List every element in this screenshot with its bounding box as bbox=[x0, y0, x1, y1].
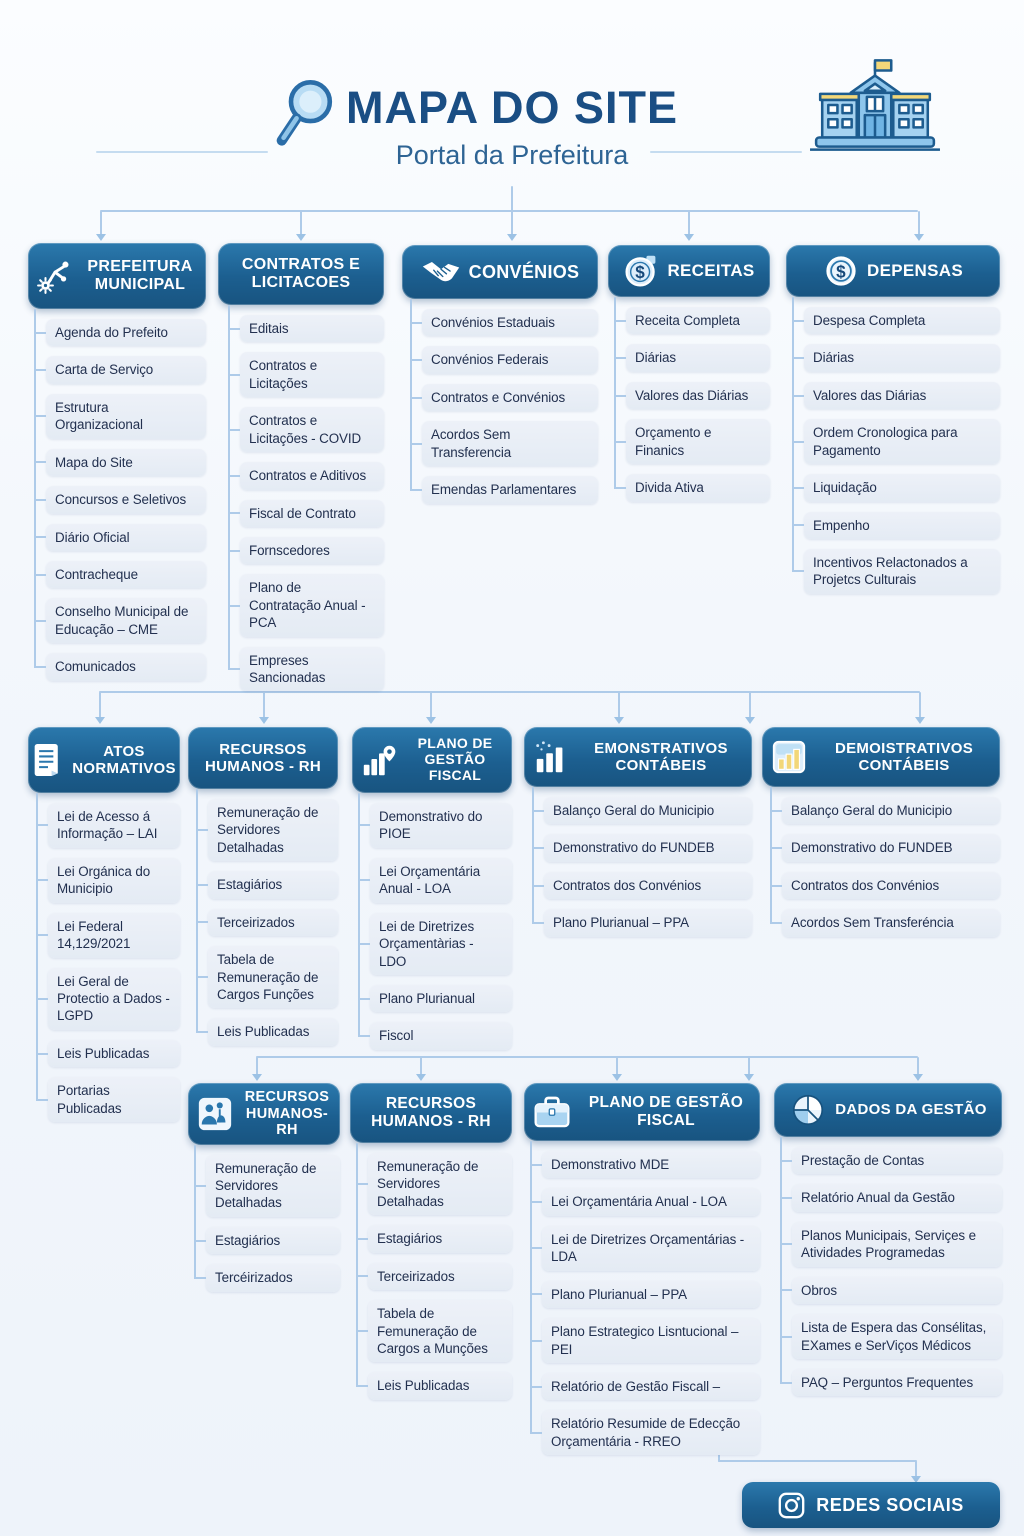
section-plano-gestao-fiscal-1 bbox=[352, 727, 512, 1060]
sitemap-link[interactable]: Terceirizados bbox=[208, 909, 338, 936]
connector-line bbox=[511, 186, 513, 212]
section-header-prefeitura-municipal[interactable] bbox=[28, 243, 206, 309]
sitemap-link[interactable]: Carta de Serviço bbox=[46, 356, 206, 383]
section-header-recursos-humanos-rh-2[interactable] bbox=[188, 1083, 340, 1145]
tree-spine bbox=[356, 1143, 358, 1386]
sitemap-link[interactable]: Estagiários bbox=[368, 1225, 512, 1252]
section-title: PREFEITURA MUNICIPAL bbox=[87, 257, 193, 293]
connector-arrow bbox=[300, 211, 302, 235]
dollar-circle-icon bbox=[823, 253, 859, 289]
sitemap-link[interactable]: Liquidação bbox=[804, 474, 1000, 501]
section-title: RECURSOS HUMANOS-RH bbox=[244, 1089, 330, 1139]
tree-spine bbox=[530, 1141, 532, 1433]
sitemap-link[interactable]: Lei Federal 14,129/2021 bbox=[48, 913, 180, 958]
sitemap-link[interactable]: Balanço Geral do Municipio bbox=[544, 797, 752, 824]
connector-arrow bbox=[919, 692, 921, 718]
sitemap-link[interactable]: Ordem Cronologica para Pagamento bbox=[804, 419, 1000, 464]
sitemap-link[interactable]: PAQ – Perguntos Frequentes bbox=[792, 1369, 1002, 1396]
sitemap-link[interactable]: Lei de Diretrizes Orçamentàrias - LDO bbox=[370, 913, 512, 975]
sitemap-link[interactable]: Tabela de Remuneração de Cargos Funções bbox=[208, 946, 338, 1008]
section-atos-normativos bbox=[28, 727, 180, 1132]
redes-sociais-label: REDES SOCIAIS bbox=[816, 1494, 964, 1515]
tree-spine bbox=[532, 787, 534, 923]
section-contratos-licitacoes bbox=[218, 243, 384, 701]
sitemap-link[interactable]: Fornscedores bbox=[240, 537, 384, 564]
divider-left bbox=[96, 151, 268, 153]
sitemap-link[interactable]: Mapa do Site bbox=[46, 449, 206, 476]
sitemap-link[interactable]: Leis Publicadas bbox=[208, 1018, 338, 1045]
sitemap-link[interactable]: Contratos e Licitações - COVID bbox=[240, 407, 384, 452]
sitemap-link[interactable]: Incentivos Relactonados a Projetcs Culturais bbox=[804, 549, 1000, 594]
sitemap-link[interactable]: Lei Orçamentária Anual - LOA bbox=[542, 1188, 760, 1215]
tree-spine bbox=[780, 1137, 782, 1383]
connector-arrow bbox=[915, 1461, 917, 1477]
connector-arrow bbox=[100, 211, 102, 235]
chart-pin-icon bbox=[360, 741, 398, 779]
redes-sociais-button[interactable] bbox=[742, 1482, 1000, 1528]
connector-arrow bbox=[917, 1057, 919, 1075]
tree-spine bbox=[228, 305, 230, 670]
briefcase-icon bbox=[532, 1095, 572, 1130]
sitemap-link[interactable]: Lei Orçamentária Anual - LOA bbox=[370, 858, 512, 903]
section-title: DEMOISTRATIVOS CONTÁBEIS bbox=[834, 739, 974, 774]
section-header-demoistrativos-contabeis[interactable] bbox=[762, 727, 1000, 787]
section-header-emonstrativos-contabeis[interactable] bbox=[524, 727, 752, 787]
sitemap-link[interactable]: Plano Plurianual – PPA bbox=[542, 1281, 760, 1308]
sitemap-link[interactable]: Tercéirizados bbox=[206, 1264, 340, 1291]
sitemap-link[interactable]: Leis Publicadas bbox=[368, 1372, 512, 1399]
sitemap-link[interactable]: Concursos e Seletivos bbox=[46, 486, 206, 513]
tree-spine bbox=[614, 297, 616, 488]
section-convenios bbox=[402, 245, 598, 514]
sitemap-link[interactable]: Contratos dos Convénios bbox=[782, 872, 1000, 899]
section-header-contratos-licitacoes[interactable] bbox=[218, 243, 384, 305]
framed-chart-icon bbox=[770, 738, 808, 776]
sitemap-link[interactable]: Convénios Federais bbox=[422, 346, 598, 373]
sitemap-link[interactable]: Demonstrativo MDE bbox=[542, 1151, 760, 1178]
tree-spine bbox=[194, 1145, 196, 1279]
sitemap-link[interactable]: Emendas Parlamentares bbox=[422, 476, 598, 503]
sitemap-link[interactable]: Balanço Geral do Municipio bbox=[782, 797, 1000, 824]
sitemap-link[interactable]: Plano Estrategico Lisntucional – PEI bbox=[542, 1318, 760, 1363]
sitemap-link[interactable]: Lei Orgánica do Municipio bbox=[48, 858, 180, 903]
sitemap-link[interactable]: Lei Geral de Protectio a Dados - LGPD bbox=[48, 968, 180, 1030]
city-hall-icon bbox=[808, 56, 942, 159]
handshake-icon bbox=[421, 258, 461, 286]
sitemap-link[interactable]: Contratos dos Convénios bbox=[544, 872, 752, 899]
sitemap-link[interactable]: Estrutura Organizacional bbox=[46, 394, 206, 439]
section-title: PLANO DE GESTÃO FISCAL bbox=[417, 735, 493, 783]
sitemap-link[interactable]: Plano Plurianual bbox=[370, 985, 512, 1012]
connector-arrow bbox=[616, 1057, 618, 1075]
section-title: DADOS DA GESTÃO bbox=[835, 1101, 987, 1119]
sitemap-link[interactable]: Agenda do Prefeito bbox=[46, 319, 206, 346]
section-title: RECURSOS HUMANOS - RH bbox=[371, 1095, 491, 1130]
section-header-receitas[interactable] bbox=[608, 245, 770, 297]
sitemap-link[interactable]: Empenho bbox=[804, 512, 1000, 539]
people-icon bbox=[196, 1095, 234, 1133]
sitemap-link[interactable]: Valores das Diárias bbox=[626, 382, 770, 409]
sitemap-link[interactable]: Valores das Diárias bbox=[804, 382, 1000, 409]
sitemap-link[interactable]: Contratos e Licitações bbox=[240, 352, 384, 397]
sitemap-link[interactable]: Demonstrativo do PIOE bbox=[370, 803, 512, 848]
section-prefeitura-municipal bbox=[28, 243, 206, 691]
sitemap-link[interactable]: Contratos e Convénios bbox=[422, 384, 598, 411]
page-title: MAPA DO SITE bbox=[345, 82, 678, 133]
sitemap-link[interactable]: Plano de Contratação Anual - PCA bbox=[240, 574, 384, 636]
sitemap-link[interactable]: Tabela de Femuneração de Cargos a Munções bbox=[368, 1300, 512, 1362]
section-title: RECURSOS HUMANOS - RH bbox=[204, 740, 322, 775]
instagram-icon bbox=[778, 1492, 805, 1519]
tree-spine bbox=[410, 299, 412, 490]
sitemap-link[interactable]: Relatório Anual da Gestão bbox=[792, 1184, 1002, 1211]
sitemap-link[interactable]: Demonstrativo do FUNDEB bbox=[782, 834, 1000, 861]
connector-arrow bbox=[256, 1057, 258, 1075]
sitemap-link[interactable]: Plano Plurianual – PPA bbox=[544, 909, 752, 936]
sitemap-link[interactable]: Empreses Sancionadas bbox=[240, 647, 384, 692]
sitemap-link[interactable]: Conselho Municipal de Educação – CME bbox=[46, 598, 206, 643]
tree-spine bbox=[196, 789, 198, 1032]
section-title: RECEITAS bbox=[667, 261, 755, 281]
sitemap-link[interactable]: Estagiários bbox=[208, 871, 338, 898]
section-plano-gestao-fiscal-2 bbox=[524, 1083, 760, 1465]
sitemap-link[interactable]: Estagiários bbox=[206, 1227, 340, 1254]
sitemap-link[interactable]: Receita Completa bbox=[626, 307, 770, 334]
connector-arrow bbox=[688, 211, 690, 235]
sitemap-link[interactable]: Contratos e Aditivos bbox=[240, 462, 384, 489]
sitemap-link[interactable]: Orçamento e Finanics bbox=[626, 419, 770, 464]
sitemap-link[interactable]: Prestação de Contas bbox=[792, 1147, 1002, 1174]
section-demoistrativos-contabeis bbox=[762, 727, 1000, 947]
section-dados-da-gestao bbox=[774, 1083, 1002, 1406]
section-title: CONVÉNIOS bbox=[468, 261, 580, 282]
money-coin-icon bbox=[623, 253, 659, 289]
section-header-depensas[interactable] bbox=[786, 245, 1000, 297]
svg-text:$: $ bbox=[836, 262, 846, 282]
divider-right bbox=[650, 151, 802, 153]
tree-spine bbox=[34, 309, 36, 667]
section-header-plano-gestao-fiscal-2[interactable] bbox=[524, 1083, 760, 1141]
svg-text:$: $ bbox=[635, 263, 646, 283]
sitemap-link[interactable]: Terceirizados bbox=[368, 1263, 512, 1290]
sitemap-link[interactable]: Despesa Completa bbox=[804, 307, 1000, 334]
sitemap-link[interactable]: Lei de Diretrizes Orçamentárias - LDA bbox=[542, 1226, 760, 1271]
connector-arrow bbox=[99, 692, 101, 718]
connector-arrow bbox=[749, 692, 751, 718]
connector-arrow bbox=[618, 692, 620, 718]
gear-network-icon bbox=[36, 257, 74, 295]
bar-chart-icon bbox=[532, 738, 570, 776]
connector-arrow bbox=[511, 211, 513, 235]
section-header-convenios[interactable] bbox=[402, 245, 598, 299]
sitemap-link[interactable]: Fiscol bbox=[370, 1022, 512, 1049]
sitemap-link[interactable]: Divida Ativa bbox=[626, 474, 770, 501]
section-header-dados-da-gestao[interactable] bbox=[774, 1083, 1002, 1137]
tree-spine bbox=[792, 297, 794, 572]
sitemap-link[interactable]: Lei de Acesso á Informação – LAI bbox=[48, 803, 180, 848]
sitemap-link[interactable]: Fiscal de Contrato bbox=[240, 500, 384, 527]
connector-arrow bbox=[430, 692, 432, 718]
connector-arrow bbox=[748, 1057, 750, 1075]
section-title: EMONSTRATIVOS CONTÁBEIS bbox=[594, 739, 728, 774]
sitemap-link[interactable]: Obros bbox=[792, 1277, 1002, 1304]
sitemap-link[interactable]: Diárias bbox=[804, 344, 1000, 371]
sitemap-link[interactable]: Portarias Publicadas bbox=[48, 1077, 180, 1122]
section-title: DEPENSAS bbox=[867, 261, 963, 281]
section-title: PLANO DE GESTÃO FISCAL bbox=[588, 1094, 744, 1129]
section-recursos-humanos-rh-1 bbox=[188, 727, 338, 1056]
section-header-recursos-humanos-rh-1[interactable] bbox=[188, 727, 338, 789]
sitemap-link[interactable]: Remuneração de Servidores Detalhadas bbox=[368, 1153, 512, 1215]
section-header-recursos-humanos-rh-3[interactable] bbox=[350, 1083, 512, 1143]
sitemap-link[interactable]: Diárias bbox=[626, 344, 770, 371]
sitemap-link[interactable]: Diário Oficial bbox=[46, 524, 206, 551]
sitemap-link[interactable]: Editais bbox=[240, 315, 384, 342]
section-depensas bbox=[786, 245, 1000, 604]
connector-line bbox=[100, 210, 918, 212]
connector-arrow bbox=[918, 211, 920, 235]
sitemap-link[interactable]: Convénios Estaduais bbox=[422, 309, 598, 336]
sitemap-link[interactable]: Planos Municipais, Serviçes e Atividades Programedas bbox=[792, 1222, 1002, 1267]
section-recursos-humanos-rh-3 bbox=[350, 1083, 512, 1410]
section-title: CONTRATOS E LICITACOES bbox=[241, 255, 361, 291]
sitemap-link[interactable]: Remuneração de Servidores Detalhadas bbox=[206, 1155, 340, 1217]
sitemap-link[interactable]: Leis Publicadas bbox=[48, 1040, 180, 1067]
sitemap-link[interactable]: Comunicados bbox=[46, 653, 206, 680]
section-title: ATOS NORMATIVOS bbox=[72, 742, 176, 777]
sitemap-link[interactable]: Acordos Sem Transferéncia bbox=[782, 909, 1000, 936]
sitemap-link[interactable]: Acordos Sem Transferencia bbox=[422, 421, 598, 466]
sitemap-link[interactable]: Lista de Espera das Consélitas, EXames e SerViços Médicos bbox=[792, 1314, 1002, 1359]
section-header-atos-normativos[interactable] bbox=[28, 727, 180, 793]
sitemap-link[interactable]: Remuneração de Servidores Detalhadas bbox=[208, 799, 338, 861]
document-icon bbox=[32, 742, 64, 778]
pie-chart-icon bbox=[789, 1091, 827, 1129]
tree-spine bbox=[770, 787, 772, 923]
section-header-plano-gestao-fiscal-1[interactable] bbox=[352, 727, 512, 793]
sitemap-link[interactable]: Contracheque bbox=[46, 561, 206, 588]
sitemap-link[interactable]: Demonstrativo do FUNDEB bbox=[544, 834, 752, 861]
section-emonstrativos-contabeis bbox=[524, 727, 752, 947]
page-subtitle: Portal da Prefeitura bbox=[395, 140, 629, 170]
section-receitas bbox=[608, 245, 770, 512]
section-recursos-humanos-rh-2 bbox=[188, 1083, 340, 1302]
sitemap-link[interactable]: Relatório de Gestão Fiscall – bbox=[542, 1373, 760, 1400]
sitemap-link[interactable]: Relatório Resumide de Edecção Orçamentária - RREO bbox=[542, 1410, 760, 1455]
